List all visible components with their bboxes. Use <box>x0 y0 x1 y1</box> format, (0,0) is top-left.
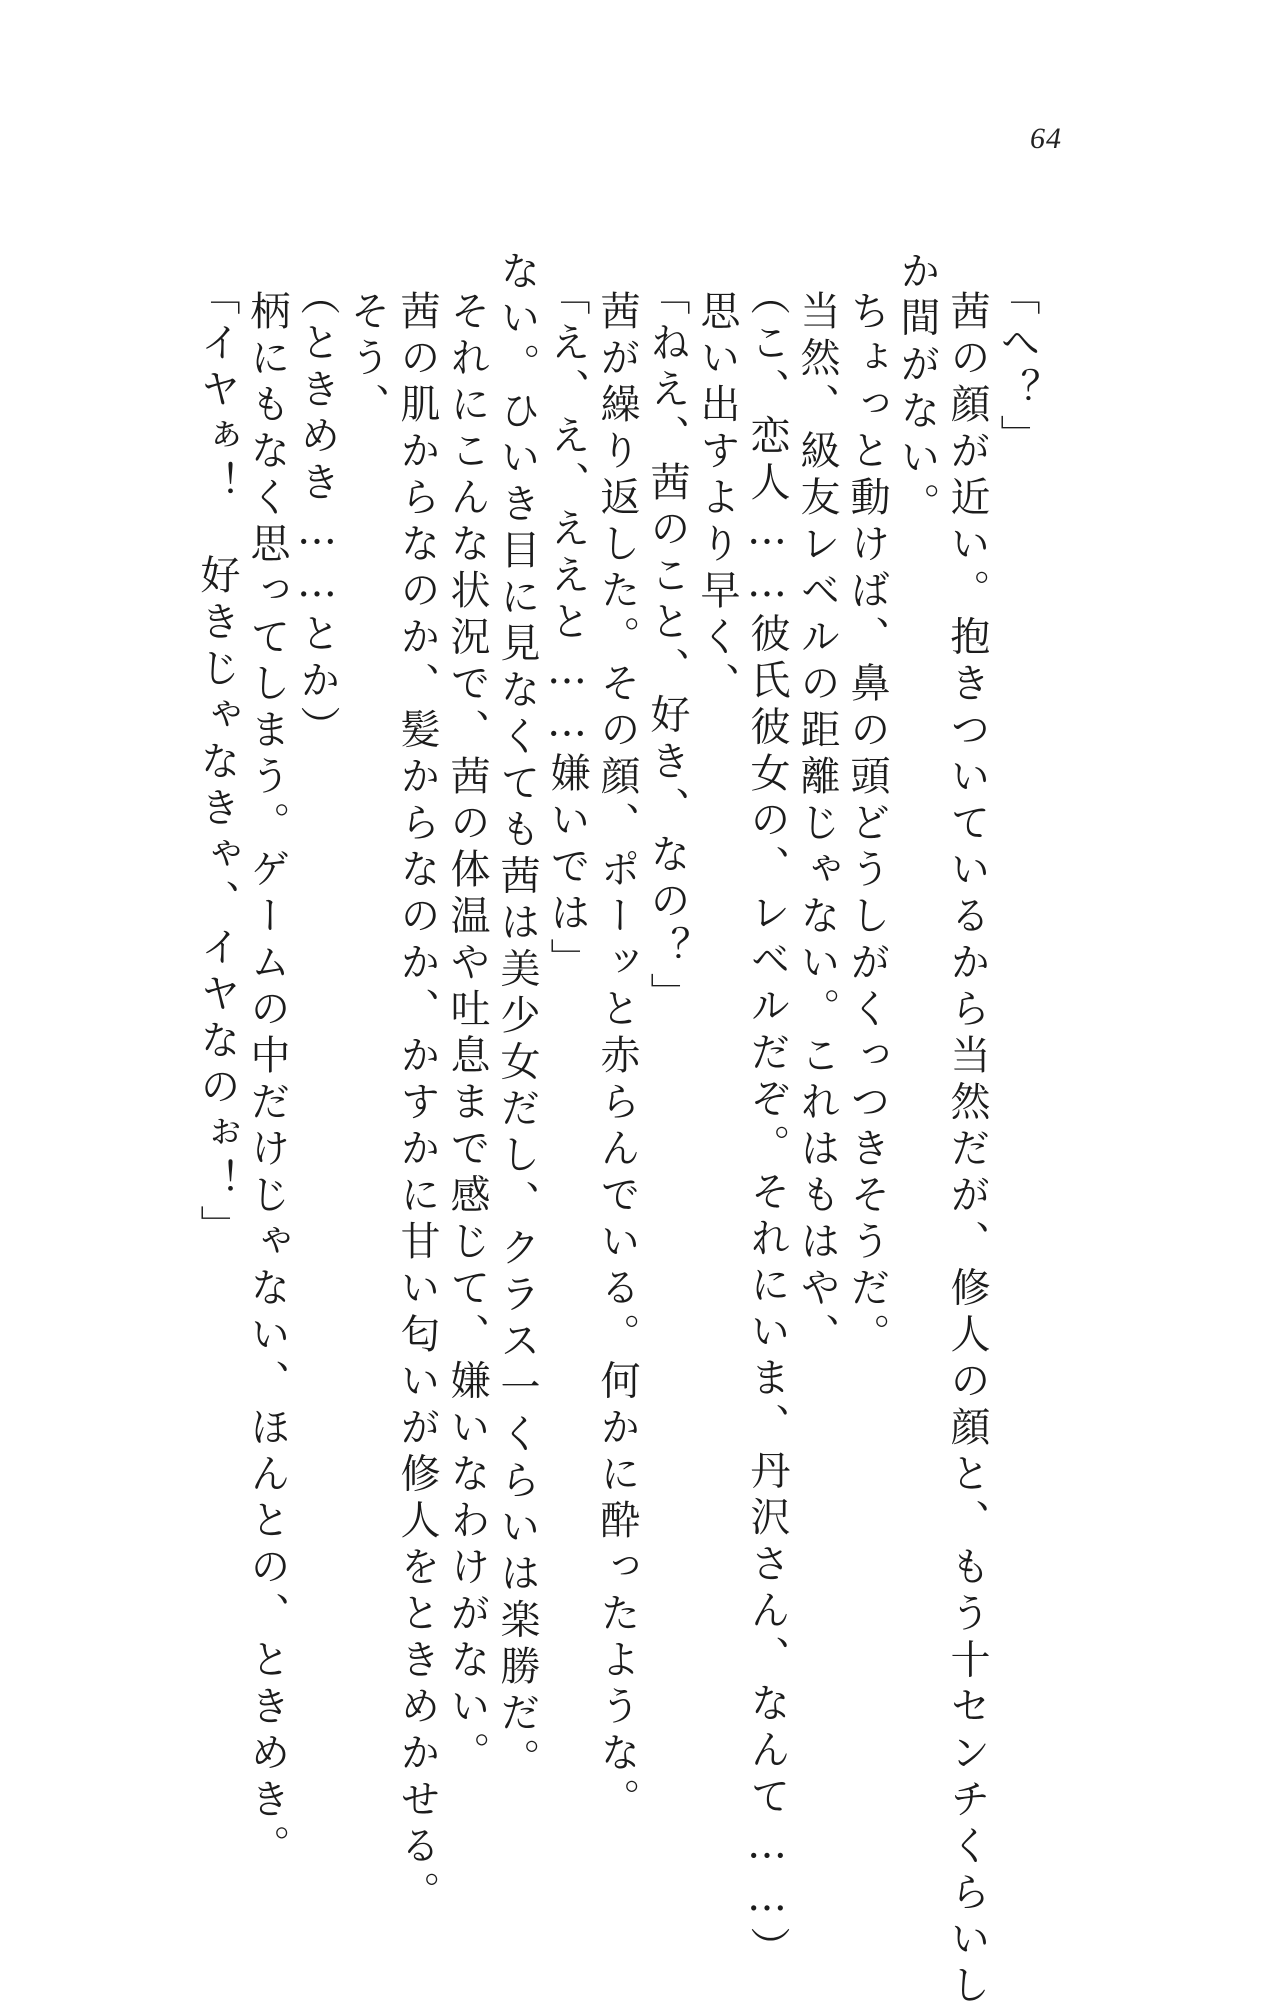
text-line: ちょっと動けば、鼻の頭どうしがくっつきそうだ。 <box>844 290 890 1360</box>
text-line: 「イヤぁ！ 好きじゃなきゃ、イヤなのぉ！」 <box>194 275 240 1252</box>
text-line: ない。ひいき目に見なくても茜は美少女だし、クラス一くらいは楽勝だ。 <box>494 250 540 1785</box>
text-line: 「へ？」 <box>994 275 1040 461</box>
text-line: 思い出すより早く、 <box>694 290 740 709</box>
text-line: それにこんな状況で、茜の体温や吐息まで感じて、嫌いなわけがない。 <box>444 290 490 1778</box>
text-line: （ときめき……とか） <box>294 275 340 752</box>
text-line: 茜の顔が近い。抱きついているから当然だが、修人の顔と、もう十センチくらいし <box>944 290 990 2011</box>
text-line: 茜の肌からなのか、髪からなのか、かすかに甘い匂いが修人をときめかせる。 <box>394 290 440 1918</box>
page-number: 64 <box>1030 122 1062 155</box>
text-line: 茜が繰り返した。その顔、ポーッと赤らんでいる。何かに酔ったような。 <box>594 290 640 1825</box>
text-line: 「え、え、ええと……嫌いでは」 <box>544 275 590 985</box>
text-line: 「ねえ、茜のこと、好き、なの？」 <box>644 275 690 1019</box>
text-line: そう、 <box>344 290 390 430</box>
text-line: 当然、級友レベルの距離じゃない。これはもはや、 <box>794 290 840 1360</box>
text-line: （こ、恋人……彼氏彼女の、レベルだぞ。それにいま、丹沢さん、なんて……） <box>744 275 790 1973</box>
text-line: か間がない。 <box>894 250 940 529</box>
text-line: 柄にもなく思ってしまう。ゲームの中だけじゃない、ほんとの、ときめき。 <box>244 290 290 1871</box>
